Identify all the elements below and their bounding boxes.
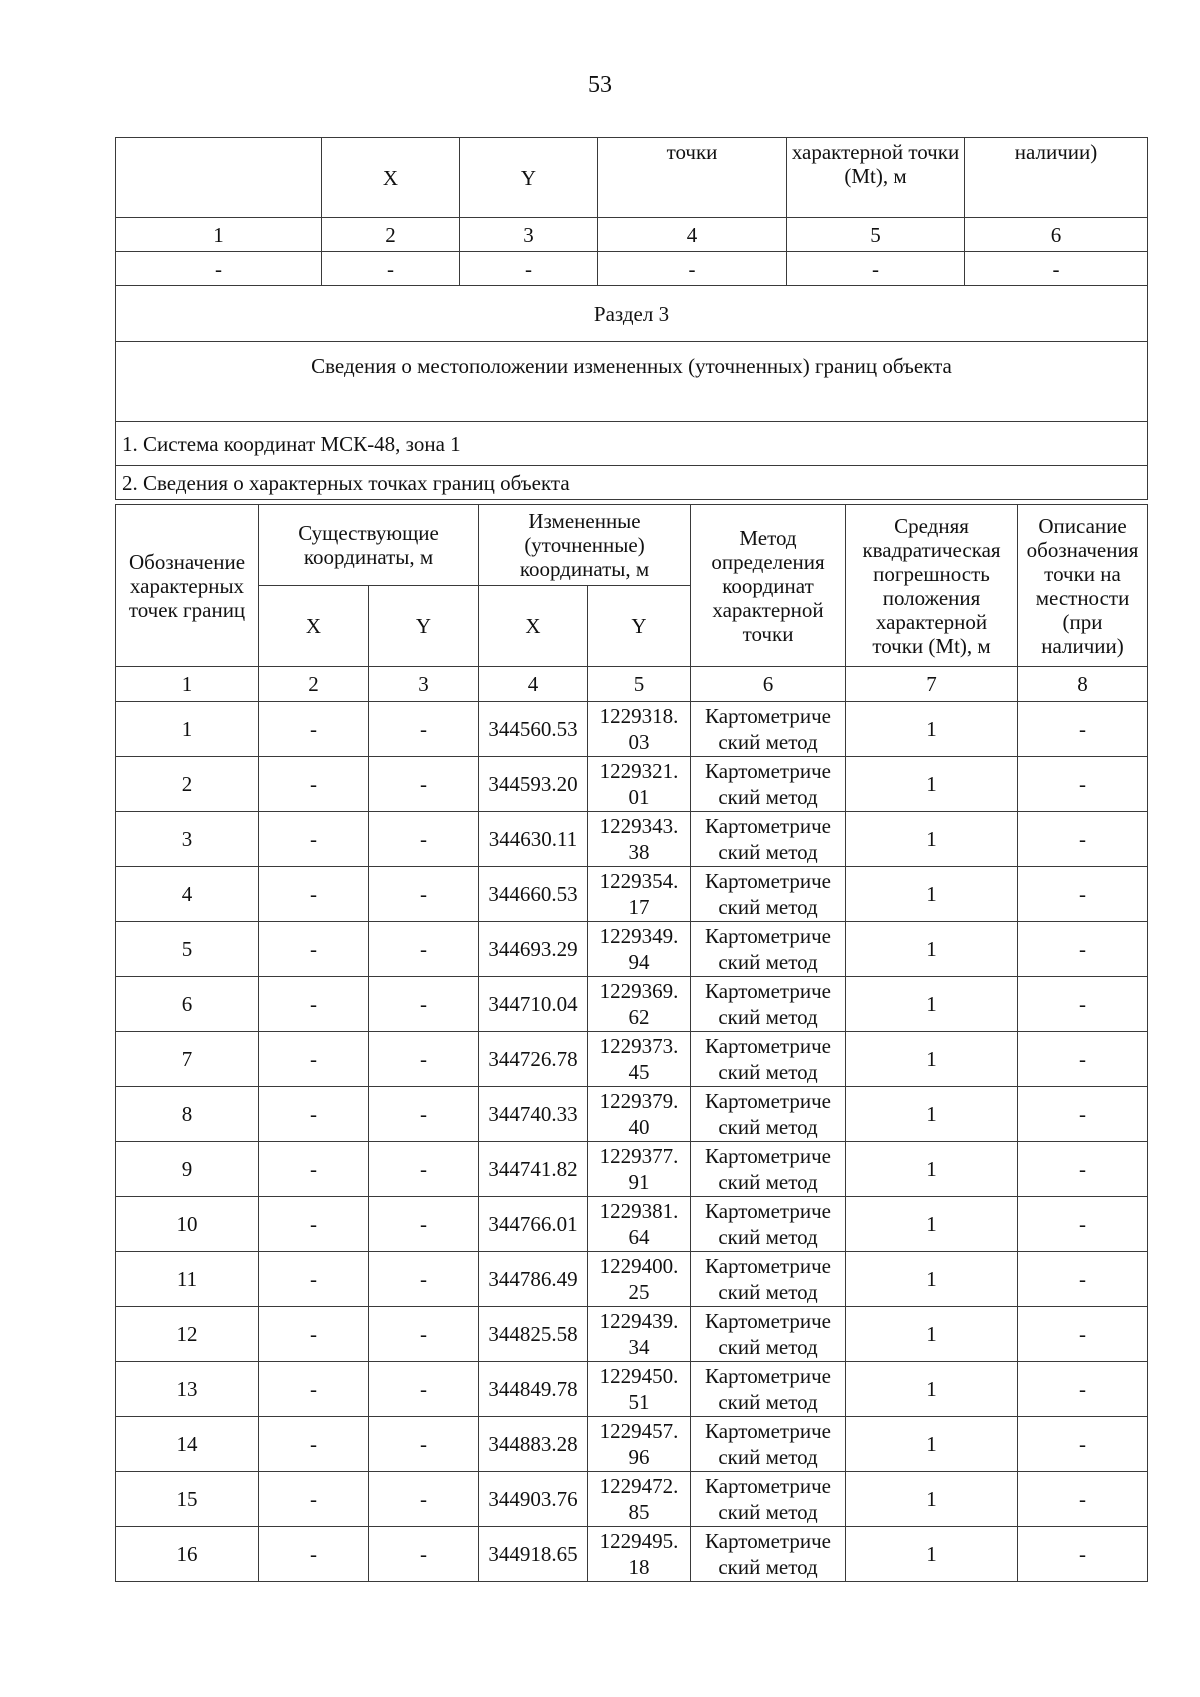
- changed-y-cell-line: 1229354.: [599, 869, 679, 893]
- dash-cell: -: [598, 252, 787, 286]
- existing-x-cell: -: [259, 1362, 369, 1417]
- method-cell: [691, 757, 846, 812]
- index-cell: 1: [116, 218, 322, 252]
- method-cell: [691, 977, 846, 1032]
- changed-y-cell-line: 03: [628, 730, 650, 754]
- index-cell: 2: [322, 218, 460, 252]
- point-number-cell: 14: [116, 1417, 259, 1472]
- dash-row: [116, 252, 1148, 286]
- changed-x-cell: 344849.78: [479, 1362, 588, 1417]
- existing-y-cell: -: [369, 867, 479, 922]
- changed-y-cell-line: 1229318.: [599, 704, 679, 728]
- method-cell-line: ский метод: [718, 1280, 818, 1304]
- mt-cell: 1: [846, 812, 1018, 867]
- method-cell: [691, 1472, 846, 1527]
- method-cell: [691, 1417, 846, 1472]
- changed-x-cell: 344918.65: [479, 1527, 588, 1582]
- header-changed-y: Y: [588, 586, 691, 667]
- method-cell-line: ский метод: [718, 1005, 818, 1029]
- description-cell: -: [1018, 1032, 1148, 1087]
- point-number-cell: 8: [116, 1087, 259, 1142]
- method-cell-line: ский метод: [718, 1500, 818, 1524]
- mt-cell: 1: [846, 977, 1018, 1032]
- method-cell-line: Картометриче: [705, 1474, 831, 1498]
- method-cell: [691, 1197, 846, 1252]
- method-cell-line: ский метод: [718, 730, 818, 754]
- method-cell-line: ский метод: [718, 950, 818, 974]
- changed-x-cell: 344693.29: [479, 922, 588, 977]
- changed-y-cell-line: 1229349.: [599, 924, 679, 948]
- method-cell-line: ский метод: [718, 1555, 818, 1579]
- changed-y-cell: [588, 1197, 691, 1252]
- changed-y-cell-line: 91: [628, 1170, 650, 1194]
- changed-y-cell: [588, 1307, 691, 1362]
- table-row: [116, 1142, 1148, 1197]
- method-cell-line: Картометриче: [705, 1309, 831, 1333]
- changed-y-cell-line: 51: [628, 1390, 650, 1414]
- method-cell-line: Картометриче: [705, 1034, 831, 1058]
- description-cell: -: [1018, 1142, 1148, 1197]
- changed-y-cell-line: 17: [628, 895, 650, 919]
- existing-x-cell: -: [259, 867, 369, 922]
- dash-cell: -: [116, 252, 322, 286]
- method-cell: [691, 1032, 846, 1087]
- existing-y-cell: -: [369, 757, 479, 812]
- mt-cell: 1: [846, 1142, 1018, 1197]
- changed-y-cell: [588, 977, 691, 1032]
- method-cell-line: Картометриче: [705, 1254, 831, 1278]
- method-cell-line: Картометриче: [705, 869, 831, 893]
- changed-y-cell-line: 38: [628, 840, 650, 864]
- table-row: [116, 757, 1148, 812]
- point-number-cell: 10: [116, 1197, 259, 1252]
- table-row: [116, 922, 1148, 977]
- point-number-cell: 15: [116, 1472, 259, 1527]
- mt-cell: 1: [846, 1472, 1018, 1527]
- mt-cell: 1: [846, 1417, 1018, 1472]
- changed-y-cell-line: 1229439.: [599, 1309, 679, 1333]
- changed-y-cell-line: 1229343.: [599, 814, 679, 838]
- point-number-cell: 5: [116, 922, 259, 977]
- method-cell-line: ский метод: [718, 1445, 818, 1469]
- existing-y-cell: -: [369, 922, 479, 977]
- changed-y-cell-line: 18: [628, 1555, 650, 1579]
- changed-y-cell-line: 01: [628, 785, 650, 809]
- header-cell: характерной точки (Mt), м: [787, 138, 965, 218]
- header-designation: Обозначение характерных точек границ: [116, 505, 259, 667]
- header-existing: Существующие координаты, м: [259, 505, 479, 586]
- table-row: [116, 1032, 1148, 1087]
- table-row: [116, 702, 1148, 757]
- point-number-cell: 16: [116, 1527, 259, 1582]
- table-row: [116, 1307, 1148, 1362]
- description-cell: -: [1018, 812, 1148, 867]
- existing-y-cell: -: [369, 1252, 479, 1307]
- index-cell: 4: [598, 218, 787, 252]
- section-subtitle: Сведения о местоположении измененных (уточненных) границ объекта: [116, 342, 1148, 422]
- description-cell: -: [1018, 757, 1148, 812]
- index-row: [116, 218, 1148, 252]
- description-cell: -: [1018, 867, 1148, 922]
- mt-cell: 1: [846, 757, 1018, 812]
- changed-x-cell: 344660.53: [479, 867, 588, 922]
- method-cell: [691, 922, 846, 977]
- method-cell-line: ский метод: [718, 1115, 818, 1139]
- changed-x-cell: 344766.01: [479, 1197, 588, 1252]
- method-cell: [691, 1252, 846, 1307]
- header-existing-y: Y: [369, 586, 479, 667]
- changed-x-cell: 344630.11: [479, 812, 588, 867]
- changed-y-cell: [588, 1527, 691, 1582]
- changed-y-cell-line: 1229495.: [599, 1529, 679, 1553]
- index-cell: 7: [846, 667, 1018, 702]
- dash-cell: -: [965, 252, 1148, 286]
- header-existing-x: X: [259, 586, 369, 667]
- description-cell: -: [1018, 1362, 1148, 1417]
- existing-x-cell: -: [259, 757, 369, 812]
- mt-cell: 1: [846, 1087, 1018, 1142]
- table-row: [116, 1252, 1148, 1307]
- header-error: Средняя квадратическая погрешность положения характерной точки (Mt), м: [846, 505, 1018, 667]
- mt-cell: 1: [846, 1362, 1018, 1417]
- description-cell: -: [1018, 1417, 1148, 1472]
- points-index-row: [116, 667, 1148, 702]
- method-cell-line: Картометриче: [705, 924, 831, 948]
- changed-y-cell-line: 1229381.: [599, 1199, 679, 1223]
- method-cell-line: ский метод: [718, 840, 818, 864]
- dash-cell: -: [787, 252, 965, 286]
- method-cell-line: Картометриче: [705, 1419, 831, 1443]
- existing-x-cell: -: [259, 812, 369, 867]
- table-row: [116, 977, 1148, 1032]
- existing-y-cell: -: [369, 1142, 479, 1197]
- index-cell: 2: [259, 667, 369, 702]
- changed-y-cell-line: 1229373.: [599, 1034, 679, 1058]
- method-cell: [691, 1307, 846, 1362]
- method-cell: [691, 867, 846, 922]
- index-cell: 1: [116, 667, 259, 702]
- mt-cell: 1: [846, 867, 1018, 922]
- dash-cell: -: [460, 252, 598, 286]
- method-cell: [691, 1142, 846, 1197]
- point-number-cell: 13: [116, 1362, 259, 1417]
- changed-y-cell: [588, 1142, 691, 1197]
- points-table: [115, 504, 1148, 1582]
- method-cell-line: ский метод: [718, 1335, 818, 1359]
- description-cell: -: [1018, 1472, 1148, 1527]
- changed-y-cell-line: 45: [628, 1060, 650, 1084]
- description-cell: -: [1018, 977, 1148, 1032]
- index-cell: 3: [460, 218, 598, 252]
- changed-x-cell: 344883.28: [479, 1417, 588, 1472]
- description-cell: -: [1018, 702, 1148, 757]
- changed-x-cell: 344593.20: [479, 757, 588, 812]
- point-number-cell: 12: [116, 1307, 259, 1362]
- description-cell: -: [1018, 1252, 1148, 1307]
- header-description: Описание обозначения точки на местности (при наличии): [1018, 505, 1148, 667]
- changed-x-cell: 344740.33: [479, 1087, 588, 1142]
- table-row: [116, 1362, 1148, 1417]
- point-number-cell: 7: [116, 1032, 259, 1087]
- existing-y-cell: -: [369, 1307, 479, 1362]
- changed-x-cell: 344741.82: [479, 1142, 588, 1197]
- existing-y-cell: -: [369, 1417, 479, 1472]
- index-cell: 5: [787, 218, 965, 252]
- method-cell-line: ский метод: [718, 895, 818, 919]
- changed-y-cell-line: 34: [628, 1335, 650, 1359]
- changed-y-cell-line: 85: [628, 1500, 650, 1524]
- existing-y-cell: -: [369, 1472, 479, 1527]
- changed-y-cell: [588, 702, 691, 757]
- index-cell: 3: [369, 667, 479, 702]
- existing-x-cell: -: [259, 1252, 369, 1307]
- changed-x-cell: 344710.04: [479, 977, 588, 1032]
- points-caption: 2. Сведения о характерных точках границ объекта: [116, 466, 1148, 500]
- changed-y-cell-line: 1229457.: [599, 1419, 679, 1443]
- coordinate-system: 1. Система координат МСК-48, зона 1: [116, 422, 1148, 466]
- description-cell: -: [1018, 1527, 1148, 1582]
- existing-y-cell: -: [369, 977, 479, 1032]
- method-cell-line: ский метод: [718, 1225, 818, 1249]
- method-cell: [691, 1362, 846, 1417]
- method-cell-line: ский метод: [718, 1170, 818, 1194]
- mt-cell: 1: [846, 1252, 1018, 1307]
- index-cell: 5: [588, 667, 691, 702]
- continuation-header-row: [116, 138, 1148, 218]
- mt-cell: 1: [846, 702, 1018, 757]
- description-cell: -: [1018, 1197, 1148, 1252]
- changed-y-cell-line: 96: [628, 1445, 650, 1469]
- table-row: [116, 812, 1148, 867]
- index-cell: 6: [965, 218, 1148, 252]
- changed-y-cell-line: 1229400.: [599, 1254, 679, 1278]
- changed-y-cell: [588, 1032, 691, 1087]
- changed-y-cell: [588, 757, 691, 812]
- existing-y-cell: -: [369, 1527, 479, 1582]
- method-cell-line: ский метод: [718, 1390, 818, 1414]
- changed-y-cell-line: 64: [628, 1225, 650, 1249]
- changed-y-cell: [588, 1087, 691, 1142]
- header-cell-y: Y: [460, 138, 598, 218]
- changed-y-cell-line: 1229369.: [599, 979, 679, 1003]
- changed-y-cell: [588, 1417, 691, 1472]
- header-method: Метод определения координат характерной точки: [691, 505, 846, 667]
- changed-y-cell-line: 25: [628, 1280, 650, 1304]
- point-number-cell: 1: [116, 702, 259, 757]
- point-number-cell: 9: [116, 1142, 259, 1197]
- existing-x-cell: -: [259, 1032, 369, 1087]
- existing-y-cell: -: [369, 1362, 479, 1417]
- changed-y-cell-line: 1229377.: [599, 1144, 679, 1168]
- changed-y-cell-line: 40: [628, 1115, 650, 1139]
- existing-x-cell: -: [259, 1087, 369, 1142]
- header-cell: наличии): [965, 138, 1148, 218]
- changed-y-cell-line: 1229450.: [599, 1364, 679, 1388]
- method-cell-line: Картометриче: [705, 759, 831, 783]
- continuation-table: [115, 137, 1148, 500]
- table-row: [116, 1197, 1148, 1252]
- table-row: [116, 1417, 1148, 1472]
- dash-cell: -: [322, 252, 460, 286]
- header-changed-x: X: [479, 586, 588, 667]
- method-cell: [691, 1527, 846, 1582]
- changed-y-cell-line: 94: [628, 950, 650, 974]
- existing-y-cell: -: [369, 812, 479, 867]
- existing-y-cell: -: [369, 1032, 479, 1087]
- point-number-cell: 3: [116, 812, 259, 867]
- mt-cell: 1: [846, 1197, 1018, 1252]
- index-cell: 4: [479, 667, 588, 702]
- existing-x-cell: -: [259, 1472, 369, 1527]
- mt-cell: 1: [846, 1307, 1018, 1362]
- description-cell: -: [1018, 1307, 1148, 1362]
- existing-x-cell: -: [259, 977, 369, 1032]
- method-cell-line: Картометриче: [705, 704, 831, 728]
- point-number-cell: 4: [116, 867, 259, 922]
- mt-cell: 1: [846, 922, 1018, 977]
- changed-y-cell: [588, 1362, 691, 1417]
- changed-x-cell: 344726.78: [479, 1032, 588, 1087]
- method-cell: [691, 702, 846, 757]
- changed-y-cell: [588, 812, 691, 867]
- changed-y-cell-line: 62: [628, 1005, 650, 1029]
- section-title: Раздел 3: [116, 286, 1148, 342]
- point-number-cell: 6: [116, 977, 259, 1032]
- existing-x-cell: -: [259, 922, 369, 977]
- existing-x-cell: -: [259, 1527, 369, 1582]
- index-cell: 6: [691, 667, 846, 702]
- method-cell-line: ский метод: [718, 1060, 818, 1084]
- header-cell: [116, 138, 322, 218]
- method-cell-line: ский метод: [718, 785, 818, 809]
- existing-y-cell: -: [369, 1197, 479, 1252]
- changed-y-cell: [588, 922, 691, 977]
- table-row: [116, 1527, 1148, 1582]
- changed-x-cell: 344560.53: [479, 702, 588, 757]
- header-changed: Измененные (уточненные) координаты, м: [479, 505, 691, 586]
- changed-x-cell: 344825.58: [479, 1307, 588, 1362]
- existing-x-cell: -: [259, 1307, 369, 1362]
- method-cell-line: Картометриче: [705, 1199, 831, 1223]
- description-cell: -: [1018, 922, 1148, 977]
- point-number-cell: 2: [116, 757, 259, 812]
- method-cell: [691, 1087, 846, 1142]
- existing-x-cell: -: [259, 1417, 369, 1472]
- index-cell: 8: [1018, 667, 1148, 702]
- description-cell: -: [1018, 1087, 1148, 1142]
- method-cell-line: Картометриче: [705, 814, 831, 838]
- existing-x-cell: -: [259, 1197, 369, 1252]
- changed-y-cell: [588, 867, 691, 922]
- method-cell-line: Картометриче: [705, 1144, 831, 1168]
- changed-y-cell: [588, 1252, 691, 1307]
- changed-y-cell: [588, 1472, 691, 1527]
- changed-y-cell-line: 1229472.: [599, 1474, 679, 1498]
- table-row: [116, 1472, 1148, 1527]
- table-row: [116, 1087, 1148, 1142]
- header-cell: точки: [598, 138, 787, 218]
- table-row: [116, 867, 1148, 922]
- changed-y-cell-line: 1229379.: [599, 1089, 679, 1113]
- mt-cell: 1: [846, 1032, 1018, 1087]
- existing-x-cell: -: [259, 1142, 369, 1197]
- changed-y-cell-line: 1229321.: [599, 759, 679, 783]
- existing-x-cell: -: [259, 702, 369, 757]
- point-number-cell: 11: [116, 1252, 259, 1307]
- changed-x-cell: 344903.76: [479, 1472, 588, 1527]
- method-cell-line: Картометриче: [705, 1364, 831, 1388]
- changed-x-cell: 344786.49: [479, 1252, 588, 1307]
- header-cell-x: X: [322, 138, 460, 218]
- existing-y-cell: -: [369, 702, 479, 757]
- mt-cell: 1: [846, 1527, 1018, 1582]
- existing-y-cell: -: [369, 1087, 479, 1142]
- page-number: 53: [588, 72, 612, 98]
- method-cell-line: Картометриче: [705, 979, 831, 1003]
- method-cell: [691, 812, 846, 867]
- method-cell-line: Картометриче: [705, 1529, 831, 1553]
- method-cell-line: Картометриче: [705, 1089, 831, 1113]
